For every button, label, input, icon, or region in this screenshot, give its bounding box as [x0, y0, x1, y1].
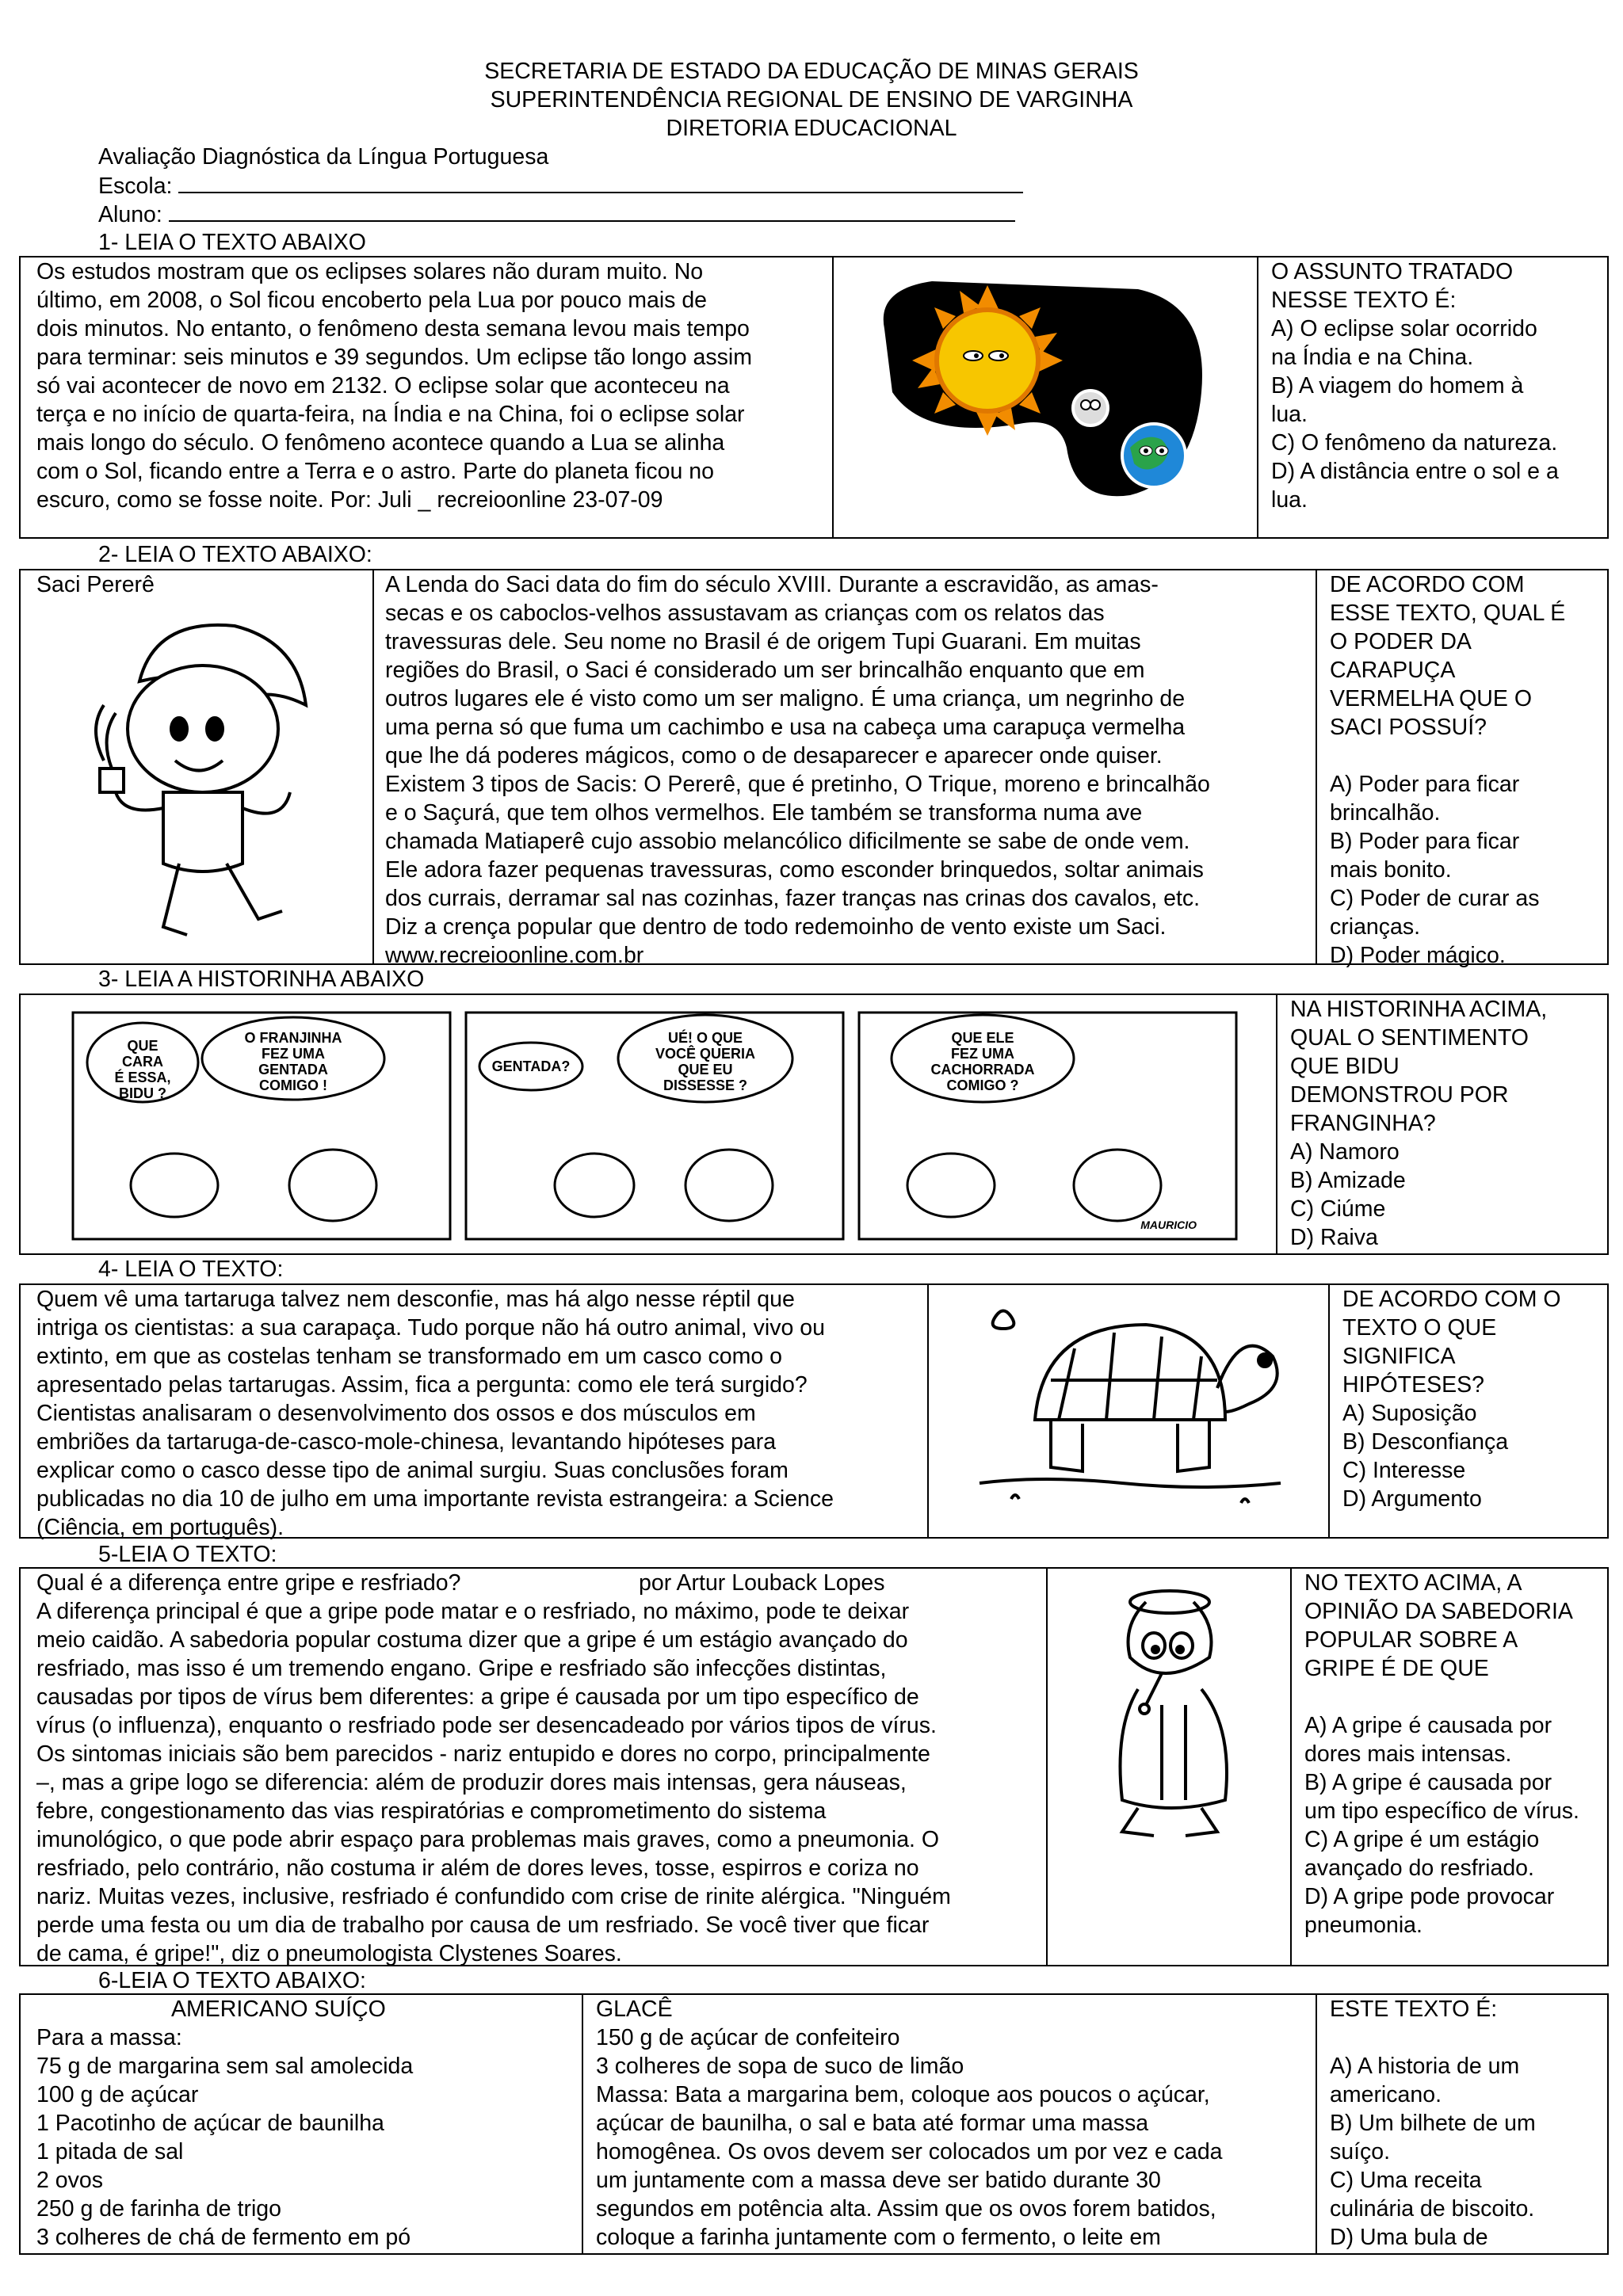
q5-heading: Qual é a diferença entre gripe e resfriado?: [36, 1570, 461, 1596]
q3-box: [19, 994, 1609, 1255]
turtle-illustration: [964, 1293, 1296, 1523]
q2-box: [19, 569, 1609, 968]
comic-strip: [71, 1011, 1244, 1241]
eclipse-illustration: [876, 273, 1217, 511]
q3-title: 3- LEIA A HISTORINHA ABAIXO: [98, 967, 425, 992]
saci-icon: [68, 610, 330, 943]
escola-label: Escola:: [98, 174, 173, 199]
q1-title: 1- LEIA O TEXTO ABAIXO: [98, 230, 366, 255]
comic-icon: [71, 1011, 1244, 1241]
q2-caption: Saci Pererê: [36, 572, 155, 597]
q1-question: O ASSUNTO TRATADO NESSE TEXTO É: A) O eclipse solar ocorrido na Índia e na China. B) A viagem do homem à lua. C) O fenômeno da natureza. D) A distância entre o sol e a lua.: [1271, 259, 1559, 513]
q4-title: 4- LEIA O TEXTO:: [98, 1257, 284, 1282]
header-line-2: SUPERINTENDÊNCIA REGIONAL DE ENSINO DE VARGINHA: [490, 87, 1133, 113]
eclipse-icon: [876, 273, 1217, 511]
q2-title: 2- LEIA O TEXTO ABAIXO:: [98, 542, 372, 567]
q1-box: [19, 256, 1609, 539]
q5-question: NO TEXTO ACIMA, A OPINIÃO DA SABEDORIA POPULAR SOBRE A GRIPE É DE QUE A) A gripe é causada por dores mais intensas. B) A gripe é causada por um tipo específico de vírus. C) A gripe é um estágio avançado do resfriado. D) A gripe pode provocar pneumonia.: [1304, 1570, 1579, 1938]
exam-subtitle: Avaliação Diagnóstica da Língua Portuguesa: [98, 144, 549, 170]
q4-question: DE ACORDO COM O TEXTO O QUE SIGNIFICA HIPÓTESES? A) Suposição B) Desconfiança C) Interesse D) Argumento: [1342, 1287, 1561, 1512]
aluno-blank[interactable]: [169, 200, 1015, 222]
q1-text: Os estudos mostram que os eclipses solares não duram muito. No último, em 2008, o Sol ficou encoberto pela Lua por pouco mais de dois minutos. No entanto, o fenômeno desta semana levou mais tempo para terminar: seis minutos e 39 segundos. Um eclipse tão longo assim só vai acontecer de novo em 2132. O eclipse solar que aconteceu na terça e no início de quarta-feira, na Índia e na China, foi o eclipse solar mais longo do século. O fenômeno acontece quando a Lua se alinha com o Sol, ficando entre a Terra e o astro. Parte do planeta ficou no escuro, como se fosse noite. Por: Juli _ recreioonline 23-07-09: [36, 259, 752, 513]
header-line-3: DIRETORIA EDUCACIONAL: [666, 116, 957, 141]
q2-text: A Lenda do Saci data do fim do século XVIII. Durante a escravidão, as amas- secas e os caboclos-velhos assustavam as crianças com os relatos das travessuras dele. Seu nome no Brasil é de origem Tupi Guarani. Em muitas regiões do Brasil, o Saci é considerado um ser brincalhão enquanto que em outros lugares ele é visto como um ser maligno. É uma criança, um negrinho de uma perna só que fuma um cachimbo e usa na cabeça uma carapuça vermelha que lhe dá poderes mágicos, como o de desaparecer e aparecer onde quiser. Existem 3 tipos de Sacis: O Pererê, que é pretinho, O Trique, moreno e brincalhão e o Saçurá, que tem olhos vermelhos. Ele também se transforma numa ave chamada Matiaperê cujo assobio melancólico dificilmente se sabe de onde vem. Ele adora fazer pequenas travessuras, como esconder brinquedos, soltar animais dos currais, derramar sal nas cozinhas, fazer tranças nas crinas dos cavalos, etc. Diz a crença popular que dentro de todo redemoinho de vento existe um Saci. www.recreioonline.com.br: [385, 572, 1210, 968]
comic-signature: MAURICIO: [1140, 1219, 1197, 1231]
q6-col2-text: 150 g de açúcar de confeiteiro 3 colheres de sopa de suco de limão Massa: Bata a margarina bem, coloque aos poucos o açúcar, açúcar de baunilha, o sal e bata até formar uma massa homogênea. Os ovos devem ser colocados um por vez e cada um juntamente com a massa deve ser batido durante 30 segundos em potência alta. Assim que os ovos forem batidos, coloque a farinha juntamente com o fermento, o leite em: [596, 2025, 1223, 2250]
q4-text: Quem vê uma tartaruga talvez nem desconfie, mas há algo nesse réptil que intriga os cientistas: a sua carapaça. Tudo porque não há outro animal, vivo ou extinto, em que as costelas tenham se transformado em um casco como o apresentado pelas tartarugas. Assim, fica a pergunta: como ele terá surgido? Cientistas analisaram o desenvolvimento dos ossos e dos músculos em embriões da tartaruga-de-casco-mole-chinesa, levantando hipóteses para explicar como o casco desse tipo de animal surgiu. Suas conclusões foram publicadas no dia 10 de julho em uma importante revista estrangeira: a Science (Ciência, em português).: [36, 1287, 834, 1540]
q6-col1-title: AMERICANO SUÍÇO: [171, 1997, 386, 2022]
q5-text: A diferença principal é que a gripe pode matar e o resfriado, no máximo, pode te deixar meio caidão. A sabedoria popular costuma dizer que a gripe é um estágio avançado do resfriado, mas isso é um tremendo engano. Gripe e resfriado são infecções distintas, causadas por tipos de vírus bem diferentes: a gripe é causada por um tipo específico de vírus (o influenza), enquanto o resfriado pode ser desencadeado por vários tipos de vírus. Os sintomas iniciais são bem parecidos - nariz entupido e dores no corpo, principalmente –, mas a gripe logo se diferencia: além de produzir dores mais intensas, gera náuseas, febre, congestionamento das vias respiratórias e comprometimento do sistema imunológico, o que pode abrir espaço para problemas mais graves, como a pneumonia. O resfriado, pelo contrário, não costuma ir além de dores leves, tosse, espirros e coriza no nariz. Muitas vezes, inclusive, resfriado é confundido com crise de rinite alérgica. "Ninguém perde uma festa ou um dia de trabalho por causa de um resfriado. Se você tiver que ficar de cama, é gripe!", diz o pneumologista Clystenes Soares.: [36, 1599, 951, 1966]
escola-blank[interactable]: [178, 171, 1023, 193]
q6-col1-text: Para a massa: 75 g de margarina sem sal amolecida 100 g de açúcar 1 Pacotinho de açúcar de baunilha 1 pitada de sal 2 ovos 250 g de farinha de trigo 3 colheres de chá de fermento em pó: [36, 2025, 414, 2250]
saci-illustration: [68, 610, 330, 943]
q5-author: por Artur Louback Lopes: [639, 1570, 885, 1596]
header-line-1: SECRETARIA DE ESTADO DA EDUCAÇÃO DE MINAS GERAIS: [484, 59, 1139, 84]
q3-question: NA HISTORINHA ACIMA, QUAL O SENTIMENTO QUE BIDU DEMONSTROU POR FRANGINHA? A) Namoro B) Amizade C) Ciúme D) Raiva: [1290, 997, 1548, 1250]
q6-col2-title: GLACÊ: [596, 1997, 673, 2022]
sick-boy-icon: [1067, 1578, 1273, 1848]
aluno-field[interactable]: [98, 200, 1025, 229]
q6-question: ESTE TEXTO É: A) A historia de um americano. B) Um bilhete de um suíço. C) Uma receita culinária de biscoito. D) Uma bula de: [1330, 1997, 1536, 2250]
q6-title: 6-LEIA O TEXTO ABAIXO:: [98, 1968, 366, 1993]
q5-title: 5-LEIA O TEXTO:: [98, 1542, 277, 1567]
comic-p1-b: O FRANJINHA FEZ UMA GENTADA COMIGO !: [244, 1030, 342, 1093]
q5-box: [19, 1567, 1609, 1966]
q4-box: [19, 1283, 1609, 1539]
comic-p2-a: GENTADA?: [491, 1058, 571, 1074]
comic-p1-a: QUE CARA É ESSA, BIDU ?: [114, 1038, 171, 1101]
comic-p3-a: QUE ELE FEZ UMA CACHORRADA COMIGO ?: [930, 1030, 1035, 1093]
sick-boy-illustration: [1067, 1578, 1273, 1848]
q6-box: [19, 1993, 1609, 2255]
q2-question: DE ACORDO COM ESSE TEXTO, QUAL É O PODER DA CARAPUÇA VERMELHA QUE O SACI POSSUÍ? A) Poder para ficar brincalhão. B) Poder para ficar mais bonito. C) Poder de curar as crianças. D) Poder mágico.: [1330, 572, 1566, 968]
comic-p2-b: UÉ! O QUE VOCÊ QUERIA QUE EU DISSESSE ?: [655, 1030, 756, 1093]
escola-field[interactable]: [98, 171, 1033, 200]
aluno-label: Aluno:: [98, 202, 162, 227]
turtle-icon: [964, 1293, 1296, 1523]
